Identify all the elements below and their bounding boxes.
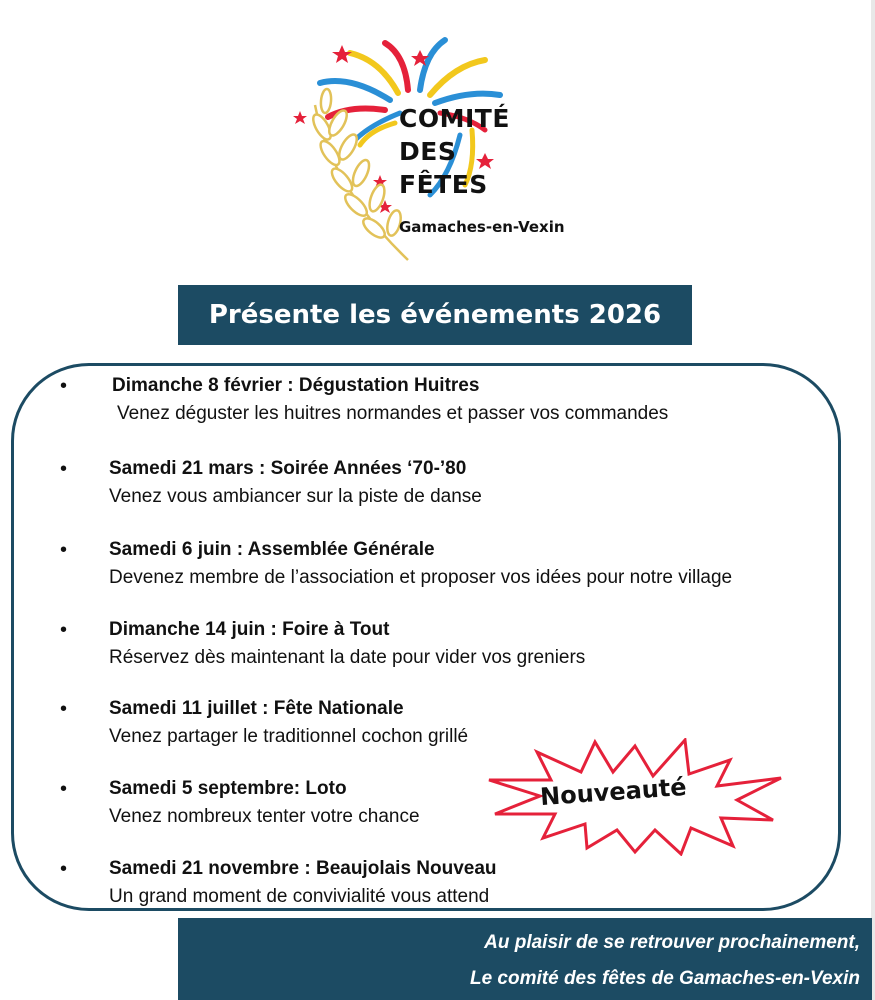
event-title: Samedi 21 mars : Soirée Années ‘70-’80 bbox=[109, 458, 467, 479]
event-title: Dimanche 14 juin : Foire à Tout bbox=[109, 619, 390, 640]
events-banner bbox=[178, 285, 692, 345]
event-description: Venez déguster les huitres normandes et passer vos commandes bbox=[117, 403, 669, 424]
event-description: Venez partager le traditionnel cochon grillé bbox=[109, 726, 469, 747]
banner-title: Présente les événements 2026 bbox=[208, 300, 662, 330]
firework-ray bbox=[430, 60, 485, 95]
logo-title bbox=[399, 102, 510, 201]
event-description: Un grand moment de convivialité vous attend bbox=[109, 886, 490, 907]
logo-line-3: FÊTES bbox=[399, 170, 488, 199]
footer-line-2: Le comité des fêtes de Gamaches-en-Vexin bbox=[469, 968, 860, 989]
event-description: Réservez dès maintenant la date pour vider vos greniers bbox=[109, 647, 586, 668]
event-title: Dimanche 8 février : Dégustation Huitres bbox=[112, 375, 480, 396]
event-title: Samedi 5 septembre: Loto bbox=[109, 778, 347, 799]
bullet-icon: • bbox=[60, 698, 68, 720]
logo-town: Gamaches-en-Vexin bbox=[399, 218, 565, 236]
footer-line-1: Au plaisir de se retrouver prochainement, bbox=[484, 932, 860, 953]
bullet-icon: • bbox=[60, 539, 68, 561]
footer-banner bbox=[178, 918, 872, 1000]
bullet-icon: • bbox=[60, 858, 68, 880]
bullet-icon: • bbox=[60, 778, 68, 800]
event-title: Samedi 21 novembre : Beaujolais Nouveau bbox=[109, 858, 497, 879]
page-edge bbox=[871, 0, 875, 1000]
event-description: Venez nombreux tenter votre chance bbox=[109, 806, 420, 827]
star-icon bbox=[293, 111, 307, 124]
badge-label: Nouveauté bbox=[539, 772, 688, 812]
bullet-icon: • bbox=[60, 375, 68, 397]
logo-line-2: DES bbox=[399, 137, 457, 166]
bullet-icon: • bbox=[60, 619, 68, 641]
event-description: Venez vous ambiancer sur la piste de danse bbox=[109, 486, 482, 507]
star-icon bbox=[332, 45, 352, 63]
event-title: Samedi 6 juin : Assemblée Générale bbox=[109, 539, 435, 560]
logo-line-1: COMITÉ bbox=[399, 104, 510, 133]
event-description: Devenez membre de l’association et proposer vos idées pour notre village bbox=[109, 567, 733, 588]
event-title: Samedi 11 juillet : Fête Nationale bbox=[109, 698, 404, 719]
firework-ray bbox=[355, 113, 400, 140]
bullet-icon: • bbox=[60, 458, 68, 480]
